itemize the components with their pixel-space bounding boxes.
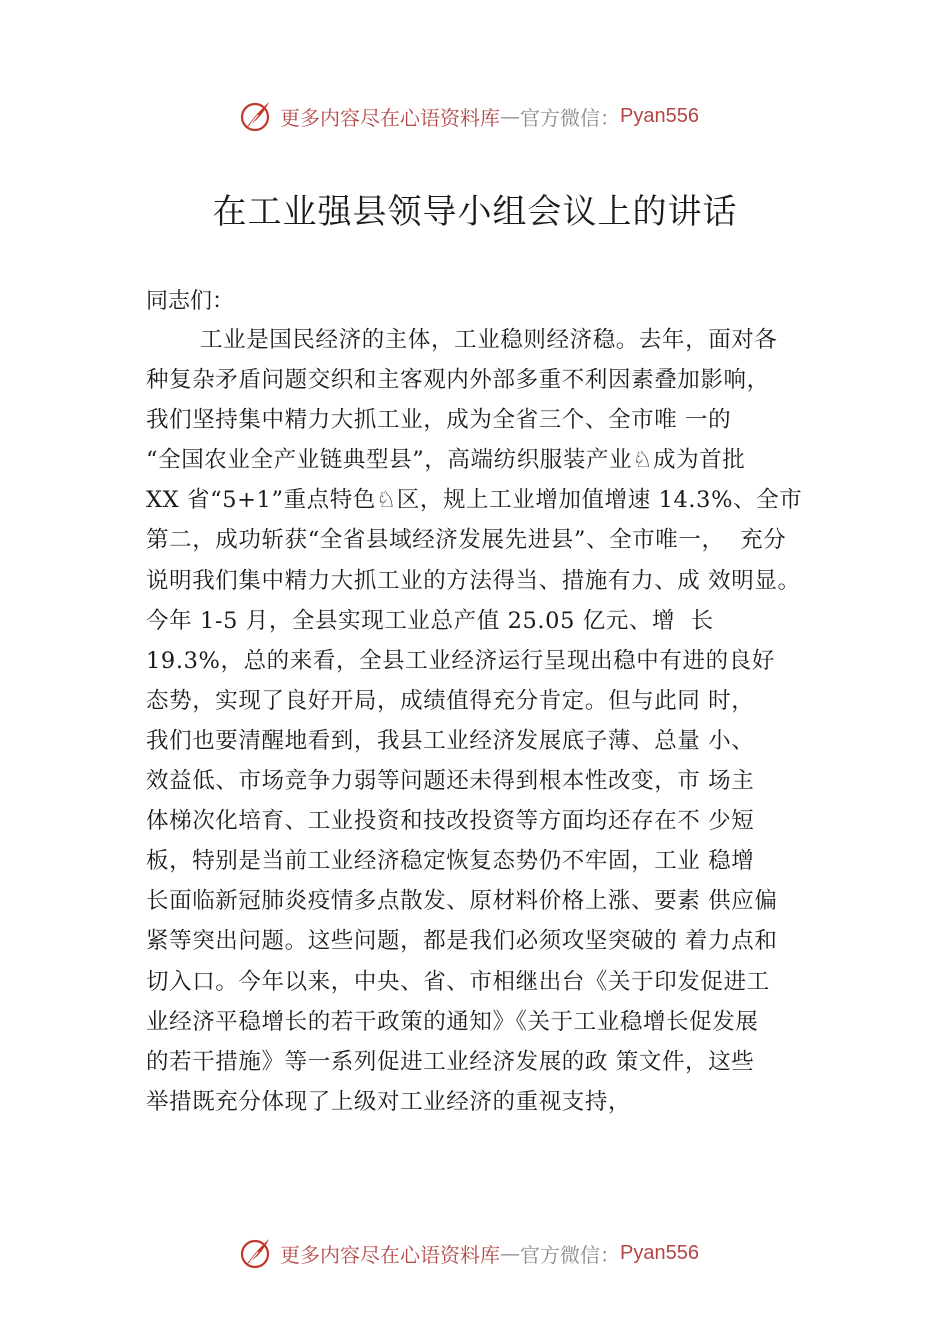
- body-line: 切入口。今年以来，中央、省、市相继出台《关于印发促进工: [146, 968, 770, 995]
- body-line: 长面临新冠肺炎疫情多点散发、原材料价格上涨、要素 供应偏: [146, 888, 778, 915]
- header-banner: [238, 96, 699, 136]
- banner-dash: —: [500, 104, 520, 128]
- body-line: 态势，实现了良好开局，成绩值得充分肯定。但与此同 时，: [146, 687, 755, 714]
- body-line: 的若干措施》等一系列促进工业经济发展的政 策文件，这些: [146, 1048, 755, 1075]
- body-line: 体梯次化培育、工业投资和技改投资等方面均还存在不 少短: [146, 808, 755, 835]
- banner-text: 更多内容尽在心语资料库: [280, 105, 500, 130]
- banner-label: 官方微信：: [520, 105, 620, 130]
- banner-label: 官方微信：: [520, 1242, 620, 1267]
- body-text: [146, 320, 846, 1122]
- quill-logo-icon: [238, 1235, 274, 1271]
- body-line: 紧等突出问题。这些问题，都是我们必须攻坚突破的 着力点和: [146, 928, 778, 955]
- quill-logo-icon: [238, 98, 274, 134]
- body-line: 我们坚持集中精力大抓工业，成为全省三个、全市唯 一的: [146, 407, 732, 434]
- body-line: 板，特别是当前工业经济稳定恢复态势仍不牢固，工业 稳增: [146, 848, 755, 875]
- body-line: “全国农业全产业链典型县”，高端纺织服装产业♘成为首批: [146, 447, 746, 474]
- body-line: 说明我们集中精力大抓工业的方法得当、措施有力、成 效明显。: [146, 567, 801, 594]
- footer-banner: [238, 1233, 699, 1273]
- body-line: 业经济平稳增长的若干政策的通知》《关于工业稳增长促发展: [146, 1008, 759, 1035]
- body-line: 种复杂矛盾问题交织和主客观内外部多重不利因素叠加影响，: [146, 367, 770, 394]
- body-line: 我们也要清醒地看到，我县工业经济发展底子薄、总量 小、: [146, 727, 755, 754]
- document-title: 在工业强县领导小组会议上的讲话: [212, 192, 738, 232]
- body-line: 效益低、市场竞争力弱等问题还未得到根本性改变，市 场主: [146, 768, 755, 795]
- body-line: 今年 1-5 月，全县实现工业总产值 25.05 亿元、增 长: [146, 607, 714, 634]
- banner-wechat-id: Pyan556: [620, 1241, 699, 1264]
- banner-wechat-id: Pyan556: [620, 104, 699, 127]
- body-line: 19.3%，总的来看，全县工业经济运行呈现出稳中有进的良好: [146, 647, 775, 674]
- body-line: XX 省“5+1”重点特色♘区，规上工业增加值增速 14.3%、全市: [146, 487, 803, 514]
- banner-text: 更多内容尽在心语资料库: [280, 1242, 500, 1267]
- salutation: 同志们：: [146, 289, 235, 314]
- banner-dash: —: [500, 1241, 520, 1265]
- body-line: 举措既充分体现了上级对工业经济的重视支持，: [146, 1088, 632, 1115]
- body-line: 工业是国民经济的主体，工业稳则经济稳。去年，面对各: [200, 327, 778, 353]
- body-line: 第二，成功斩获“全省县域经济发展先进县”、全市唯一， 充分: [146, 527, 787, 554]
